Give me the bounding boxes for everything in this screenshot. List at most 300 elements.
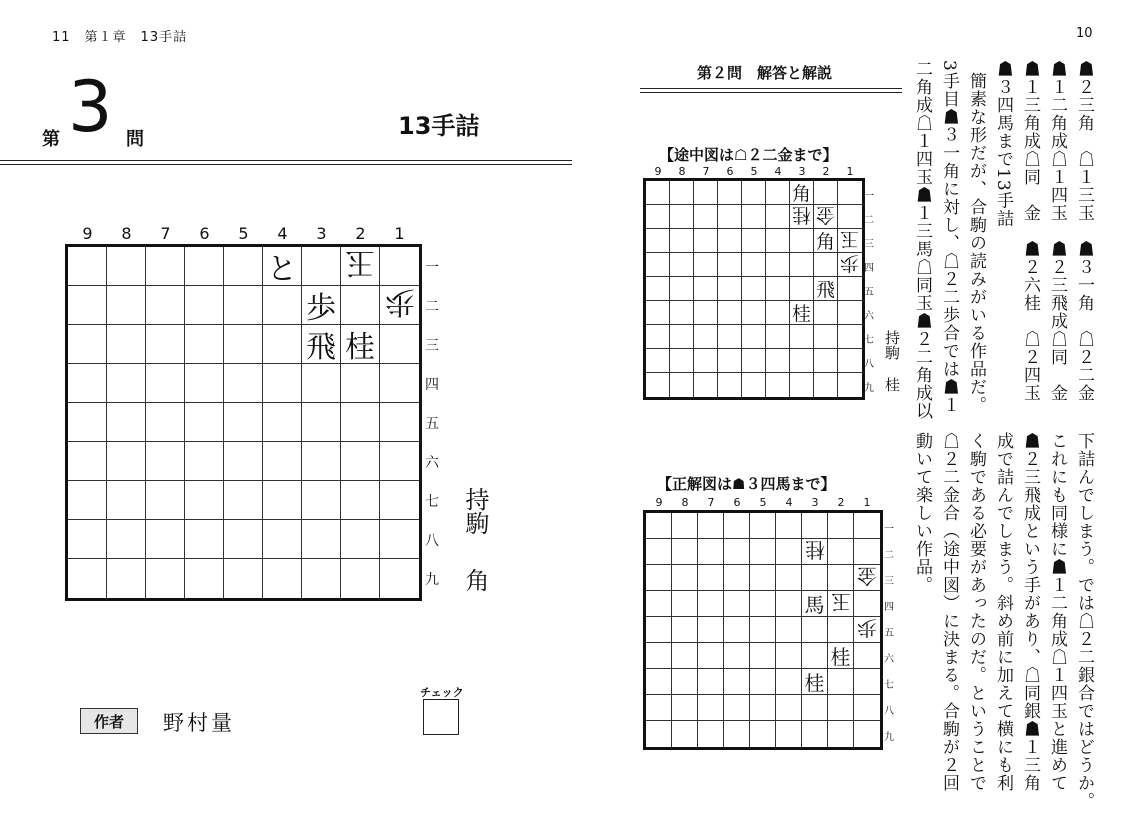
- rank-label: 四: [864, 262, 874, 274]
- rank-label: 九: [425, 572, 439, 589]
- file-label: 6: [199, 224, 210, 243]
- board-square: [718, 349, 742, 373]
- board-square: [68, 325, 107, 364]
- board-square: [341, 403, 380, 442]
- file-label: 1: [863, 496, 871, 509]
- rank-label: 一: [864, 190, 874, 202]
- board-square: [776, 565, 802, 591]
- board-square: [107, 403, 146, 442]
- board-square: [750, 695, 776, 721]
- board-square: [302, 325, 341, 364]
- problem-type: 13手詰: [398, 112, 480, 140]
- rank-label: 八: [884, 705, 894, 717]
- file-label: 2: [822, 165, 830, 178]
- board-square: [672, 513, 698, 539]
- title-rule-top: [0, 160, 572, 161]
- board-square: [646, 669, 672, 695]
- file-label: 5: [750, 165, 758, 178]
- rank-label: 二: [864, 214, 874, 226]
- rank-label: 三: [864, 238, 874, 250]
- board-square: [185, 442, 224, 481]
- move-line: ☗２三角 ☖１三玉 ☗３一角 ☖２二金: [1074, 60, 1094, 402]
- board-square: [302, 247, 341, 286]
- author-label: 作者: [80, 708, 138, 734]
- rank-label: 五: [864, 286, 874, 298]
- rank-label: 四: [884, 601, 894, 613]
- board-square: [828, 669, 854, 695]
- board-square: [670, 181, 694, 205]
- board-square: [776, 591, 802, 617]
- board-square: [380, 364, 419, 403]
- board-square: [814, 349, 838, 373]
- board-square: [672, 617, 698, 643]
- board-square: [776, 669, 802, 695]
- board-square: [646, 325, 670, 349]
- file-label: 8: [121, 224, 132, 243]
- board-square: [766, 253, 790, 277]
- board-square: [802, 591, 828, 617]
- board-square: [672, 591, 698, 617]
- shogi-piece: 桂: [791, 204, 811, 226]
- board-square: [185, 481, 224, 520]
- board-square: [854, 669, 880, 695]
- rank-label: 一: [884, 523, 894, 535]
- file-label: 8: [678, 165, 686, 178]
- board-square: [790, 349, 814, 373]
- board-square: [185, 520, 224, 559]
- shogi-piece: 歩: [857, 616, 877, 640]
- answer.board_final-board: [643, 510, 883, 750]
- board-square: [698, 695, 724, 721]
- board-square: [724, 591, 750, 617]
- rank-label: 六: [425, 455, 439, 472]
- board-square: [776, 721, 802, 747]
- board-square: [670, 229, 694, 253]
- board-square: [854, 643, 880, 669]
- board-square: [750, 669, 776, 695]
- board-square: [742, 301, 766, 325]
- file-label: 9: [654, 165, 662, 178]
- board-square: [146, 286, 185, 325]
- file-label: 1: [846, 165, 854, 178]
- board-square: [146, 559, 185, 598]
- board-square: [766, 229, 790, 253]
- board-square: [380, 403, 419, 442]
- board-square: [68, 520, 107, 559]
- board-square: [646, 617, 672, 643]
- board-square: [814, 301, 838, 325]
- board-square: [854, 617, 880, 643]
- file-label: 4: [277, 224, 288, 243]
- rank-label: 八: [425, 533, 439, 550]
- file-label: 3: [811, 496, 819, 509]
- shogi-piece: 金: [815, 204, 835, 226]
- board-square: [854, 721, 880, 747]
- problem-label-suffix: 問: [126, 129, 144, 150]
- board-square: [646, 373, 670, 397]
- board-square: [718, 277, 742, 301]
- board-square: [68, 364, 107, 403]
- board-square: [742, 349, 766, 373]
- board-square: [107, 247, 146, 286]
- board-square: [224, 559, 263, 598]
- board-square: [838, 229, 862, 253]
- file-label: 8: [681, 496, 689, 509]
- board-square: [302, 520, 341, 559]
- commentary-line: ☗２三飛成という手があり、☖同銀☗１三角: [1020, 432, 1040, 792]
- board-square: [224, 481, 263, 520]
- board-square: [670, 277, 694, 301]
- commentary-line: 下詰んでしまう。では☖２二銀合ではどうか。: [1074, 432, 1094, 810]
- board-square: [185, 325, 224, 364]
- shogi-piece: 玉: [840, 228, 860, 250]
- board-square: [341, 520, 380, 559]
- shogi-piece: 歩: [384, 284, 415, 319]
- board-square: [718, 229, 742, 253]
- board-square: [802, 643, 828, 669]
- board-square: [742, 277, 766, 301]
- rank-label: 二: [425, 299, 439, 316]
- board-square: [341, 559, 380, 598]
- board-square: [828, 721, 854, 747]
- board-square: [750, 643, 776, 669]
- midway-diagram-caption: 【途中図は☖２二金まで】: [659, 146, 838, 164]
- shogi-piece: 角: [815, 231, 835, 253]
- board-square: [670, 205, 694, 229]
- board-square: [750, 617, 776, 643]
- check-box[interactable]: [423, 699, 459, 735]
- board-square: [838, 253, 862, 277]
- board-square: [718, 253, 742, 277]
- board-square: [802, 617, 828, 643]
- board-square: [341, 286, 380, 325]
- board-square: [694, 229, 718, 253]
- board-square: [790, 277, 814, 301]
- board-square: [146, 403, 185, 442]
- board-square: [646, 181, 670, 205]
- board-square: [341, 325, 380, 364]
- board-square: [224, 442, 263, 481]
- board-square: [750, 565, 776, 591]
- board-square: [790, 181, 814, 205]
- board-square: [670, 349, 694, 373]
- board-square: [107, 442, 146, 481]
- board-square: [224, 247, 263, 286]
- file-label: 3: [316, 224, 327, 243]
- board-square: [766, 277, 790, 301]
- board-square: [766, 349, 790, 373]
- board-square: [107, 481, 146, 520]
- board-square: [790, 325, 814, 349]
- file-label: 9: [655, 496, 663, 509]
- board-square: [672, 721, 698, 747]
- shogi-piece: 桂: [791, 303, 811, 325]
- board-square: [724, 669, 750, 695]
- board-square: [802, 513, 828, 539]
- board-square: [185, 559, 224, 598]
- board-square: [776, 513, 802, 539]
- rank-label: 七: [884, 679, 894, 691]
- board-square: [694, 205, 718, 229]
- board-square: [694, 301, 718, 325]
- board-square: [776, 617, 802, 643]
- move-line: ☗１三角成☖同 金 ☗２六桂 ☖２四玉: [1020, 60, 1040, 402]
- board-square: [646, 205, 670, 229]
- board-square: [838, 301, 862, 325]
- file-label: 2: [355, 224, 366, 243]
- shogi-piece: 桂: [830, 645, 851, 669]
- board-square: [838, 325, 862, 349]
- board-square: [838, 181, 862, 205]
- board-square: [814, 277, 838, 301]
- rank-label: 五: [425, 416, 439, 433]
- file-label: 6: [726, 165, 734, 178]
- board-square: [790, 229, 814, 253]
- board-square: [646, 301, 670, 325]
- board-square: [698, 669, 724, 695]
- board-square: [302, 403, 341, 442]
- board-square: [185, 403, 224, 442]
- board-square: [854, 539, 880, 565]
- board-square: [742, 325, 766, 349]
- board-square: [694, 373, 718, 397]
- board-square: [724, 565, 750, 591]
- board-square: [750, 539, 776, 565]
- move-line: ☗１二角成☖１四玉 ☗２三飛成☖同 金: [1047, 60, 1067, 402]
- board-square: [341, 247, 380, 286]
- shogi-piece: 桂: [804, 538, 825, 562]
- rank-label: 八: [864, 358, 874, 370]
- board-square: [694, 181, 718, 205]
- hand-label: 持駒: [461, 487, 489, 535]
- board-square: [107, 325, 146, 364]
- board-square: [302, 442, 341, 481]
- board-square: [814, 229, 838, 253]
- board-square: [750, 721, 776, 747]
- board-square: [694, 349, 718, 373]
- board-square: [724, 617, 750, 643]
- check-label: チェック: [420, 686, 464, 699]
- hand-pieces: 角: [461, 568, 489, 592]
- board-square: [742, 253, 766, 277]
- rank-label: 九: [884, 731, 894, 743]
- board-square: [694, 253, 718, 277]
- board-square: [646, 565, 672, 591]
- board-square: [828, 643, 854, 669]
- board-square: [766, 181, 790, 205]
- board-square: [854, 513, 880, 539]
- board-square: [766, 301, 790, 325]
- file-label: 5: [238, 224, 249, 243]
- board-square: [802, 539, 828, 565]
- file-label: 2: [837, 496, 845, 509]
- board-square: [107, 286, 146, 325]
- board-square: [776, 643, 802, 669]
- board-square: [724, 513, 750, 539]
- answer-rule-bottom: [640, 92, 902, 93]
- board-square: [224, 325, 263, 364]
- board-square: [828, 617, 854, 643]
- board-square: [698, 643, 724, 669]
- board-square: [802, 695, 828, 721]
- final-diagram-caption: 【正解図は☗３四馬まで】: [657, 475, 836, 493]
- problem-label-prefix: 第: [42, 129, 60, 150]
- board-square: [107, 520, 146, 559]
- board-square: [302, 481, 341, 520]
- board-square: [718, 373, 742, 397]
- board-square: [790, 205, 814, 229]
- board-square: [68, 403, 107, 442]
- author-name: 野村量: [163, 711, 235, 735]
- file-label: 7: [707, 496, 715, 509]
- board-square: [646, 253, 670, 277]
- shogi-piece: 馬: [804, 593, 825, 617]
- board-square: [854, 695, 880, 721]
- board-square: [724, 721, 750, 747]
- commentary-line: 動いて楽しい作品。: [912, 432, 932, 594]
- file-label: 9: [82, 224, 93, 243]
- board-square: [776, 695, 802, 721]
- board-square: [828, 591, 854, 617]
- rank-label: 二: [884, 549, 894, 561]
- board-square: [766, 325, 790, 349]
- file-label: 7: [160, 224, 171, 243]
- board-square: [802, 721, 828, 747]
- board-square: [802, 565, 828, 591]
- board-square: [766, 373, 790, 397]
- board-square: [814, 373, 838, 397]
- board-square: [750, 591, 776, 617]
- board-square: [828, 539, 854, 565]
- shogi-piece: 玉: [830, 590, 851, 614]
- running-header: 11 第１章 13手詰: [52, 30, 188, 45]
- board-square: [224, 364, 263, 403]
- board-square: [646, 277, 670, 301]
- board-square: [380, 559, 419, 598]
- board-square: [646, 591, 672, 617]
- board-square: [380, 247, 419, 286]
- board-square: [380, 520, 419, 559]
- file-label: 5: [759, 496, 767, 509]
- board-square: [838, 373, 862, 397]
- board-square: [380, 286, 419, 325]
- board-square: [672, 565, 698, 591]
- board-square: [146, 364, 185, 403]
- board-square: [718, 301, 742, 325]
- board-square: [854, 565, 880, 591]
- board-square: [68, 286, 107, 325]
- board-square: [185, 364, 224, 403]
- board-square: [670, 373, 694, 397]
- answer.board_mid-board: [643, 178, 865, 400]
- board-square: [185, 286, 224, 325]
- board-square: [766, 205, 790, 229]
- rank-label: 七: [864, 334, 874, 346]
- rank-label: 三: [884, 575, 894, 587]
- board-square: [698, 591, 724, 617]
- board-square: [185, 247, 224, 286]
- board-square: [742, 229, 766, 253]
- board-square: [380, 481, 419, 520]
- board-square: [302, 559, 341, 598]
- board-square: [68, 481, 107, 520]
- board-square: [698, 539, 724, 565]
- board-square: [698, 565, 724, 591]
- board-square: [341, 364, 380, 403]
- board-square: [742, 373, 766, 397]
- board-square: [263, 442, 302, 481]
- rank-label: 六: [884, 653, 894, 665]
- board-square: [698, 513, 724, 539]
- board-square: [263, 286, 302, 325]
- shogi-piece: 飛: [306, 330, 336, 365]
- board-square: [672, 669, 698, 695]
- board-square: [828, 565, 854, 591]
- board-square: [838, 349, 862, 373]
- board-square: [718, 181, 742, 205]
- rank-label: 六: [864, 310, 874, 322]
- board-square: [724, 539, 750, 565]
- board-square: [672, 539, 698, 565]
- board-square: [380, 442, 419, 481]
- rank-label: 四: [425, 377, 439, 394]
- board-square: [698, 617, 724, 643]
- rank-label: 七: [425, 494, 439, 511]
- board-square: [828, 695, 854, 721]
- board-square: [838, 205, 862, 229]
- file-label: 1: [394, 224, 405, 243]
- board-square: [854, 591, 880, 617]
- board-square: [224, 403, 263, 442]
- commentary-line: これにも同様に☗１二角成☖１四玉と進めて: [1047, 432, 1067, 792]
- board-square: [263, 247, 302, 286]
- rank-label: 一: [425, 260, 439, 277]
- board-square: [263, 481, 302, 520]
- move-line: ☗３四馬まで13手詰: [993, 60, 1013, 228]
- board-square: [742, 205, 766, 229]
- commentary-line: 簡素な形だが、合駒の読みがいる作品だ。: [966, 72, 986, 414]
- board-square: [814, 205, 838, 229]
- board-square: [838, 277, 862, 301]
- shogi-piece: 角: [791, 183, 811, 205]
- shogi-piece: と: [267, 252, 297, 287]
- board-square: [224, 286, 263, 325]
- shogi-piece: 金: [857, 564, 877, 588]
- board-square: [698, 721, 724, 747]
- board-square: [341, 481, 380, 520]
- board-square: [263, 364, 302, 403]
- board-square: [646, 721, 672, 747]
- board-square: [646, 513, 672, 539]
- board-square: [670, 325, 694, 349]
- board-square: [646, 349, 670, 373]
- board-square: [107, 559, 146, 598]
- board-square: [814, 253, 838, 277]
- board-square: [790, 253, 814, 277]
- shogi-piece: 歩: [306, 291, 336, 326]
- midway-hand-pieces: 桂: [883, 377, 901, 392]
- board-square: [146, 325, 185, 364]
- shogi-piece: 桂: [804, 671, 825, 695]
- board-square: [107, 364, 146, 403]
- board-square: [68, 247, 107, 286]
- board-square: [263, 559, 302, 598]
- commentary-line: 二角成☖１四玉☗１三馬☖同玉☗２二角成以: [912, 60, 932, 420]
- file-label: 4: [785, 496, 793, 509]
- board-square: [341, 442, 380, 481]
- board-square: [718, 205, 742, 229]
- file-label: 3: [798, 165, 806, 178]
